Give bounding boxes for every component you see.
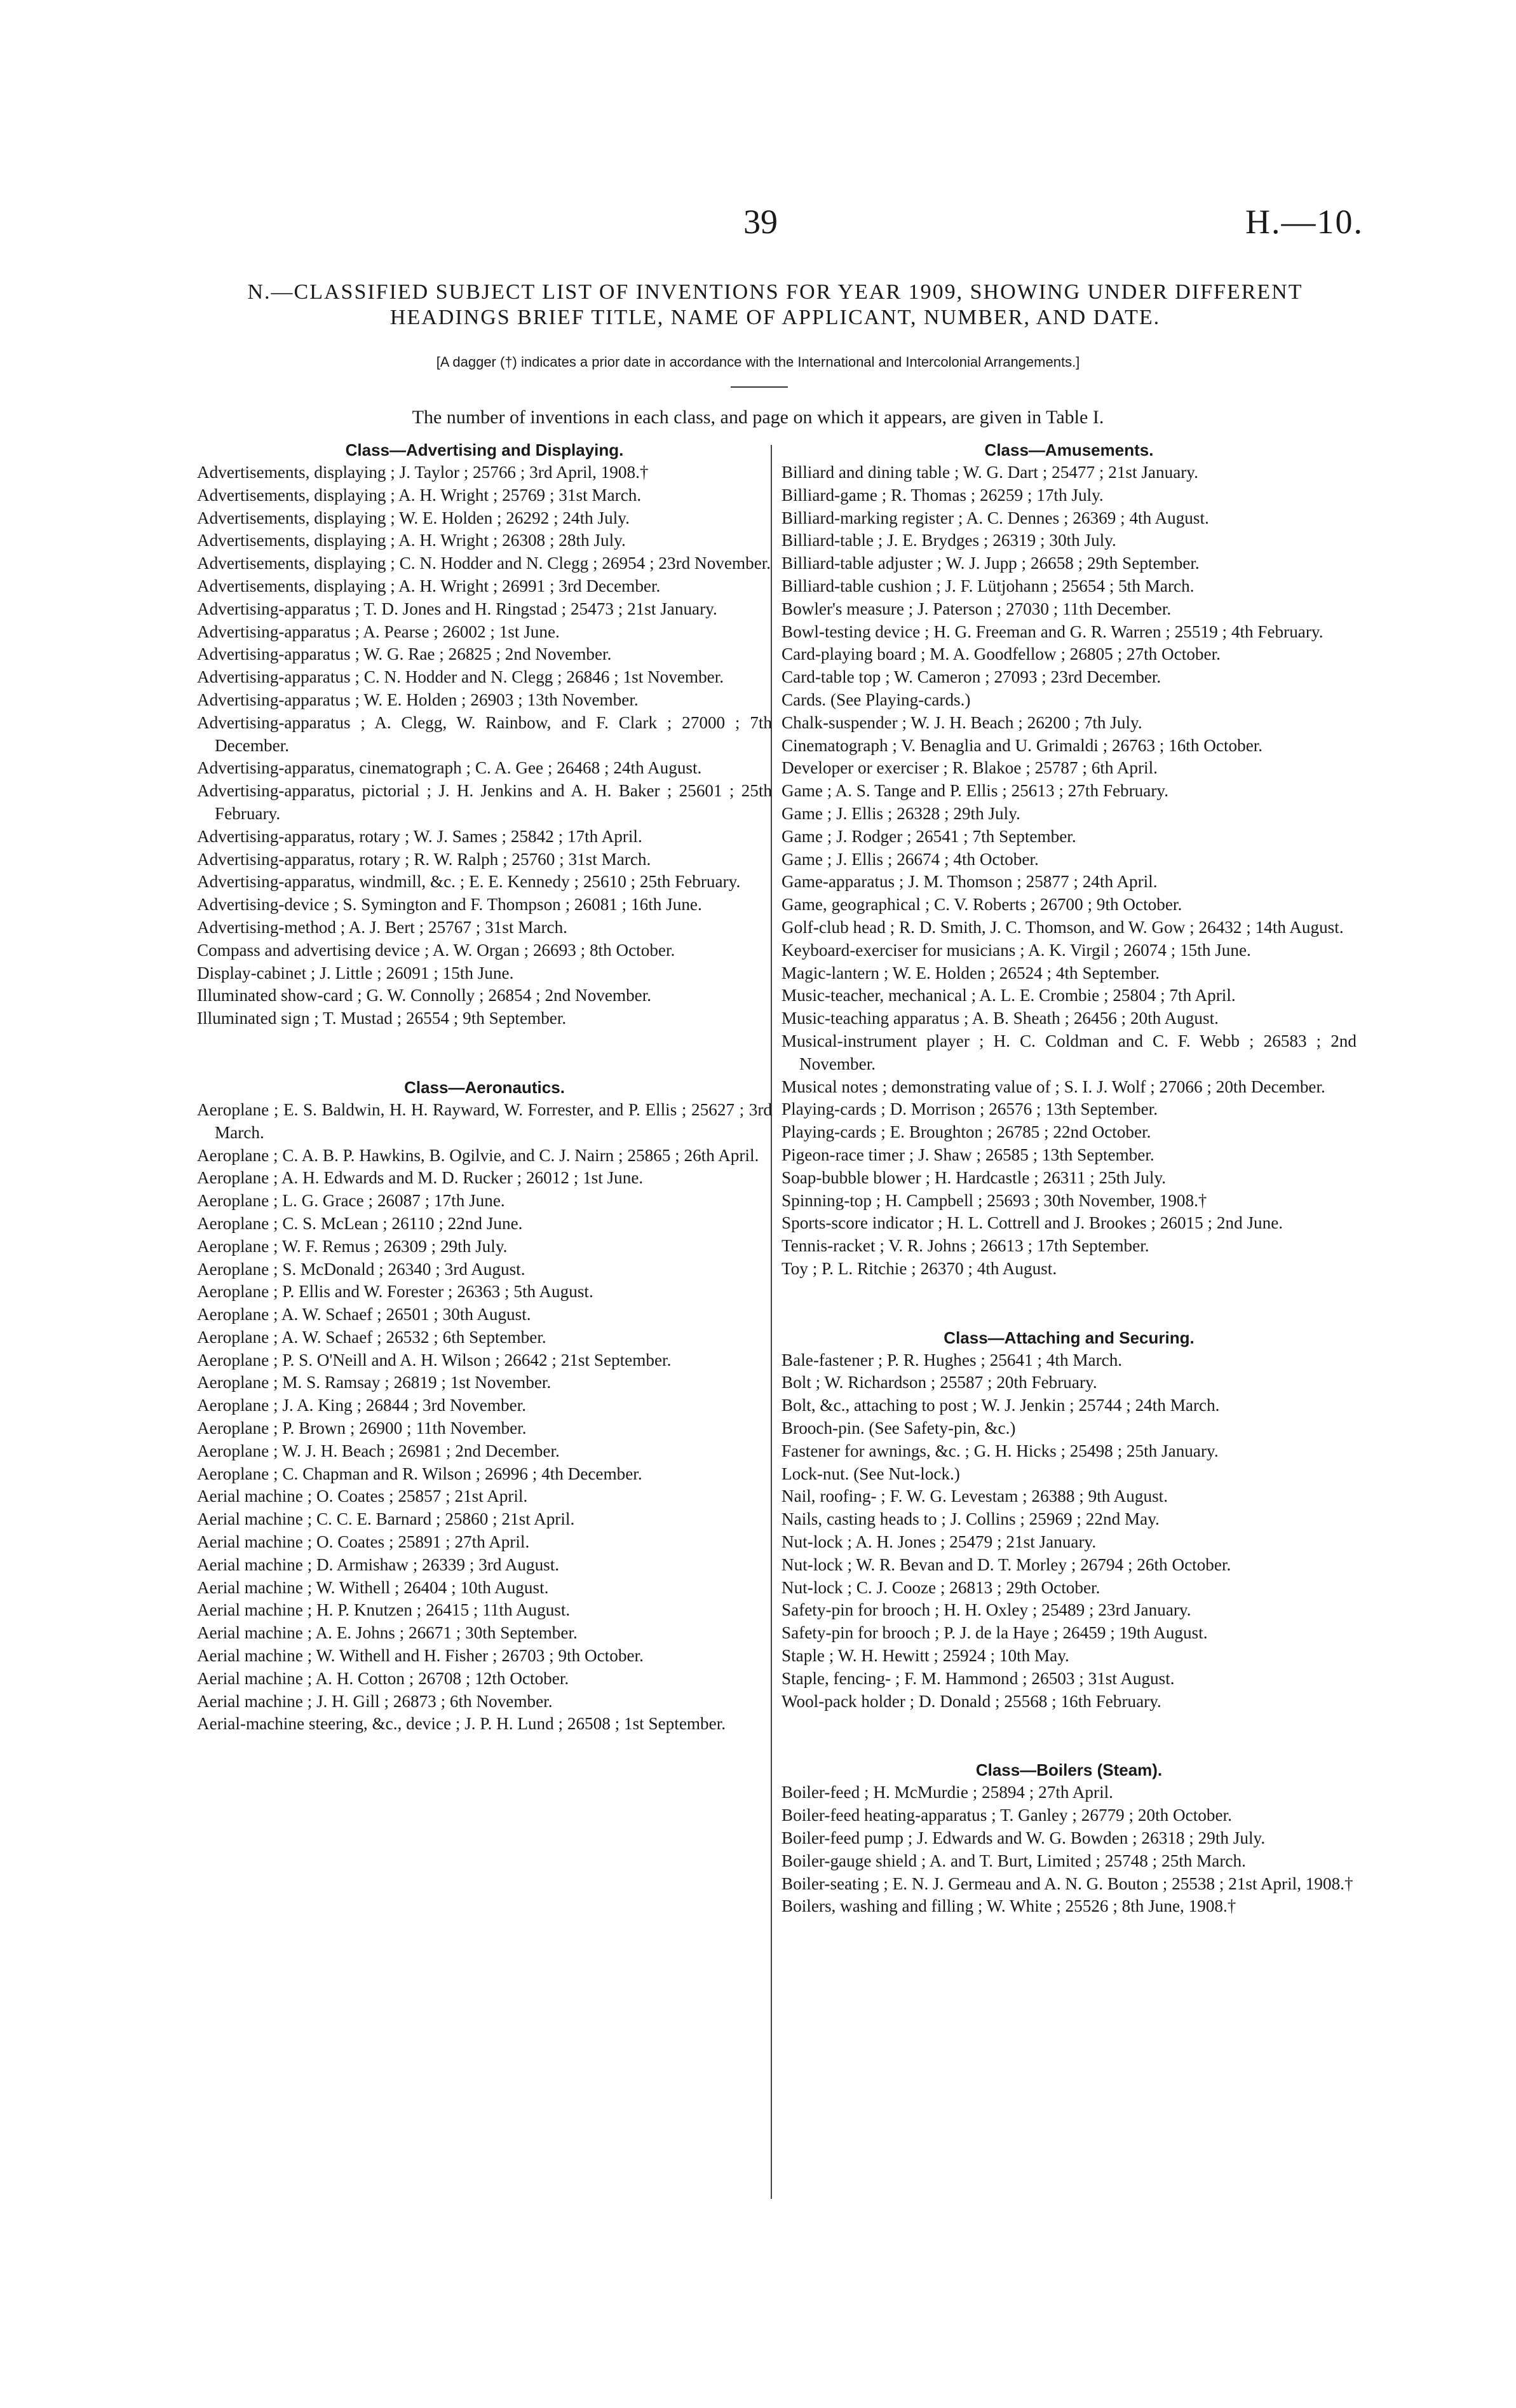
invention-entry: Wool-pack holder ; D. Donald ; 25568 ; 16th February.	[782, 1691, 1161, 1711]
invention-entry: Nut-lock ; W. R. Bevan and D. T. Morley ; 26794 ; 26th October.	[782, 1554, 1231, 1574]
invention-entry: Illuminated show-card ; G. W. Connolly ; 26854 ; 2nd November.	[197, 986, 652, 1005]
invention-entry: Aeroplane ; C. Chapman and R. Wilson ; 26996 ; 4th December.	[197, 1464, 642, 1483]
invention-entry: Billiard-marking register ; A. C. Dennes ; 26369 ; 4th August.	[782, 508, 1209, 527]
invention-entry: Pigeon-race timer ; J. Shaw ; 26585 ; 13th September.	[782, 1145, 1154, 1164]
right-column	[782, 439, 1357, 1918]
invention-entry: Aerial machine ; A. E. Johns ; 26671 ; 30th September.	[197, 1623, 578, 1643]
invention-entry: Safety-pin for brooch ; H. H. Oxley ; 25489 ; 23rd January.	[782, 1600, 1191, 1620]
invention-entry: Musical-instrument player ; H. C. Coldman and C. F. Webb ; 26583 ; 2nd November.	[782, 1031, 1357, 1073]
invention-entry: Aeroplane ; M. S. Ramsay ; 26819 ; 1st November.	[197, 1373, 552, 1392]
invention-entry: Aerial machine ; W. Withell and H. Fisher ; 26703 ; 9th October.	[197, 1646, 644, 1666]
invention-entry: Nail, roofing- ; F. W. G. Levestam ; 26388 ; 9th August.	[782, 1486, 1168, 1506]
invention-entry: Boiler-feed heating-apparatus ; T. Ganley ; 26779 ; 20th October.	[782, 1806, 1232, 1825]
short-rule	[731, 386, 788, 388]
invention-entry: Music-teaching apparatus ; A. B. Sheath ; 26456 ; 20th August.	[782, 1009, 1219, 1028]
invention-entry: Staple, fencing- ; F. M. Hammond ; 26503 ; 31st August.	[782, 1668, 1175, 1688]
invention-entry: Toy ; P. L. Ritchie ; 26370 ; 4th August.	[782, 1258, 1057, 1278]
invention-entry: Bolt ; W. Richardson ; 25587 ; 20th February.	[782, 1373, 1097, 1392]
invention-entry: Game ; J. Rodger ; 26541 ; 7th September.	[782, 826, 1076, 846]
invention-entry: Advertising-apparatus ; W. G. Rae ; 26825 ; 2nd November.	[197, 644, 612, 664]
invention-entry: Game, geographical ; C. V. Roberts ; 26700 ; 9th October.	[782, 895, 1182, 915]
invention-entry: Bale-fastener ; P. R. Hughes ; 25641 ; 4th March.	[782, 1350, 1123, 1370]
invention-entry: Advertising-apparatus, windmill, &c. ; E. E. Kennedy ; 25610 ; 25th February.	[197, 872, 741, 892]
invention-entry: Advertisements, displaying ; C. N. Hodder and N. Clegg ; 26954 ; 23rd November.	[197, 554, 771, 573]
invention-entry: Boiler-gauge shield ; A. and T. Burt, Limited ; 25748 ; 25th March.	[782, 1851, 1246, 1870]
class-heading: Class—Aeronautics.	[404, 1077, 565, 1097]
invention-entry: Game ; J. Ellis ; 26328 ; 29th July.	[782, 803, 1020, 823]
invention-entry: Compass and advertising device ; A. W. Organ ; 26693 ; 8th October.	[197, 940, 675, 960]
invention-entry: Lock-nut. (See Nut-lock.)	[782, 1464, 960, 1483]
class-heading: Class—Amusements.	[984, 440, 1154, 459]
invention-entry: Display-cabinet ; J. Little ; 26091 ; 15th June.	[197, 963, 514, 983]
invention-entry: Bowler's measure ; J. Paterson ; 27030 ; 11th December.	[782, 599, 1172, 618]
invention-entry: Advertising-apparatus ; W. E. Holden ; 26903 ; 13th November.	[197, 690, 639, 709]
page-title	[191, 280, 1360, 330]
class-section-boilers-steam	[782, 1758, 1357, 1918]
invention-entry: Musical notes ; demonstrating value of ; S. I. J. Wolf ; 27066 ; 20th December.	[782, 1077, 1325, 1096]
invention-entry: Spinning-top ; H. Campbell ; 25693 ; 30th November, 1908.†	[782, 1190, 1207, 1210]
class-section-aeronautics	[197, 1076, 772, 1736]
invention-entry: Playing-cards ; D. Morrison ; 26576 ; 13th September.	[782, 1099, 1158, 1119]
invention-entry: Aeroplane ; W. J. H. Beach ; 26981 ; 2nd December.	[197, 1441, 560, 1460]
invention-entry: Aeroplane ; W. F. Remus ; 26309 ; 29th July.	[197, 1236, 508, 1256]
invention-entry: Aeroplane ; C. A. B. P. Hawkins, B. Ogilvie, and C. J. Nairn ; 25865 ; 26th April.	[197, 1145, 759, 1165]
invention-entry: Advertising-device ; S. Symington and F. Thompson ; 26081 ; 16th June.	[197, 895, 702, 915]
invention-entry: Brooch-pin. (See Safety-pin, &c.)	[782, 1418, 1016, 1438]
invention-entry: Billiard and dining table ; W. G. Dart ; 25477 ; 21st January.	[782, 463, 1198, 482]
invention-entry: Aeroplane ; A. H. Edwards and M. D. Rucker ; 26012 ; 1st June.	[197, 1168, 644, 1188]
dagger-note: [A dagger (†) indicates a prior date in accordance with the International and Intercolonial Arrangements.]	[436, 354, 1080, 370]
invention-entry: Advertising-apparatus ; A. Pearse ; 26002 ; 1st June.	[197, 622, 560, 641]
invention-entry: Boilers, washing and filling ; W. White ; 25526 ; 8th June, 1908.†	[782, 1896, 1236, 1916]
invention-entry: Billiard-game ; R. Thomas ; 26259 ; 17th July.	[782, 485, 1104, 505]
invention-entry: Playing-cards ; E. Broughton ; 26785 ; 22nd October.	[782, 1122, 1151, 1142]
invention-entry: Aeroplane ; C. S. McLean ; 26110 ; 22nd June.	[197, 1213, 523, 1233]
invention-entry: Card-playing board ; M. A. Goodfellow ; 26805 ; 27th October.	[782, 644, 1221, 664]
invention-entry: Aeroplane ; A. W. Schaef ; 26532 ; 6th September.	[197, 1327, 546, 1347]
invention-entry: Aerial machine ; H. P. Knutzen ; 26415 ; 11th August.	[197, 1600, 571, 1620]
invention-entry: Advertisements, displaying ; A. H. Wright ; 26308 ; 28th July.	[197, 531, 626, 550]
class-heading: Class—Attaching and Securing.	[944, 1328, 1195, 1347]
page-title-line-1: N.—CLASSIFIED SUBJECT LIST OF INVENTIONS FOR YEAR 1909, SHOWING UNDER DIFFERENT	[247, 280, 1303, 304]
invention-entry: Billiard-table adjuster ; W. J. Jupp ; 26658 ; 29th September.	[782, 554, 1200, 573]
invention-entry: Aerial machine ; D. Armishaw ; 26339 ; 3rd August.	[197, 1554, 560, 1574]
class-heading: Class—Advertising and Displaying.	[345, 440, 624, 459]
invention-entry: Game ; J. Ellis ; 26674 ; 4th October.	[782, 849, 1039, 869]
invention-entry: Magic-lantern ; W. E. Holden ; 26524 ; 4th September.	[782, 963, 1160, 983]
invention-entry: Advertising-apparatus ; C. N. Hodder and N. Clegg ; 26846 ; 1st November.	[197, 667, 724, 687]
invention-entry: Music-teacher, mechanical ; A. L. E. Crombie ; 25804 ; 7th April.	[782, 986, 1236, 1005]
invention-entry: Aerial machine ; A. H. Cotton ; 26708 ; 12th October.	[197, 1668, 569, 1688]
invention-entry: Advertising-apparatus, cinematograph ; C. A. Gee ; 26468 ; 24th August.	[197, 758, 702, 778]
invention-entry: Aeroplane ; L. G. Grace ; 26087 ; 17th June.	[197, 1191, 505, 1211]
invention-entry: Aerial machine ; J. H. Gill ; 26873 ; 6th November.	[197, 1691, 553, 1711]
invention-entry: Billiard-table ; J. E. Brydges ; 26319 ; 30th July.	[782, 531, 1116, 550]
page-header	[0, 202, 1516, 253]
invention-entry: Advertisements, displaying ; J. Taylor ; 25766 ; 3rd April, 1908.†	[197, 463, 649, 482]
invention-entry: Bowl-testing device ; H. G. Freeman and G. R. Warren ; 25519 ; 4th February.	[782, 622, 1323, 641]
invention-entry: Nut-lock ; A. H. Jones ; 25479 ; 21st January.	[782, 1532, 1097, 1552]
invention-entry: Boiler-seating ; E. N. J. Germeau and A. N. G. Bouton ; 25538 ; 21st April, 1908.†	[782, 1874, 1353, 1893]
section-gap	[782, 1713, 1357, 1758]
invention-entry: Fastener for awnings, &c. ; G. H. Hicks ; 25498 ; 25th January.	[782, 1441, 1219, 1460]
document-code: H.—10.	[1245, 203, 1364, 241]
section-gap	[782, 1281, 1357, 1326]
invention-entry: Advertising-apparatus, rotary ; W. J. Sames ; 25842 ; 17th April.	[197, 826, 642, 846]
invention-entry: Advertisements, displaying ; W. E. Holden ; 26292 ; 24th July.	[197, 508, 630, 527]
class-heading: Class—Boilers (Steam).	[975, 1760, 1163, 1780]
invention-entry: Chalk-suspender ; W. J. H. Beach ; 26200 ; 7th July.	[782, 712, 1142, 732]
invention-entry: Aeroplane ; P. S. O'Neill and A. H. Wilson ; 26642 ; 21st September.	[197, 1350, 672, 1370]
page-title-line-2: HEADINGS BRIEF TITLE, NAME OF APPLICANT, NUMBER, AND DATE.	[389, 306, 1161, 329]
invention-entry: Boiler-feed ; H. McMurdie ; 25894 ; 27th April.	[782, 1783, 1113, 1802]
invention-entry: Keyboard-exerciser for musicians ; A. K. Virgil ; 26074 ; 15th June.	[782, 940, 1251, 960]
page-number: 39	[743, 203, 778, 241]
class-section-amusements	[782, 439, 1357, 1281]
invention-entry: Golf-club head ; R. D. Smith, J. C. Thomson, and W. Gow ; 26432 ; 14th August.	[782, 917, 1344, 937]
invention-entry: Tennis-racket ; V. R. Johns ; 26613 ; 17th September.	[782, 1236, 1149, 1256]
invention-entry: Aeroplane ; P. Brown ; 26900 ; 11th November.	[197, 1418, 527, 1438]
section-gap	[197, 1030, 772, 1076]
invention-entry: Card-table top ; W. Cameron ; 27093 ; 23rd December.	[782, 667, 1161, 687]
invention-entry: Bolt, &c., attaching to post ; W. J. Jenkin ; 25744 ; 24th March.	[782, 1396, 1220, 1415]
invention-entry: Aeroplane ; P. Ellis and W. Forester ; 26363 ; 5th August.	[197, 1282, 593, 1302]
invention-entry: Nails, casting heads to ; J. Collins ; 25969 ; 22nd May.	[782, 1509, 1160, 1529]
invention-entry: Sports-score indicator ; H. L. Cottrell and J. Brookes ; 26015 ; 2nd June.	[782, 1213, 1283, 1233]
invention-entry: Advertising-method ; A. J. Bert ; 25767 ; 31st March.	[197, 917, 567, 937]
invention-entry: Aerial machine ; W. Withell ; 26404 ; 10th August.	[197, 1577, 549, 1597]
invention-entry: Aeroplane ; A. W. Schaef ; 26501 ; 30th August.	[197, 1305, 531, 1324]
invention-entry: Nut-lock ; C. J. Cooze ; 26813 ; 29th October.	[782, 1577, 1100, 1597]
invention-entry: Advertising-apparatus, pictorial ; J. H. Jenkins and A. H. Baker ; 25601 ; 25th February.	[197, 781, 772, 823]
invention-entry: Aerial-machine steering, &c., device ; J. P. H. Lund ; 26508 ; 1st September.	[197, 1714, 726, 1734]
invention-entry: Advertising-apparatus ; T. D. Jones and H. Ringstad ; 25473 ; 21st January.	[197, 599, 717, 618]
invention-entry: Soap-bubble blower ; H. Hardcastle ; 26311 ; 25th July.	[782, 1167, 1167, 1187]
invention-entry: Aeroplane ; S. McDonald ; 26340 ; 3rd August.	[197, 1259, 525, 1279]
invention-entry: Game-apparatus ; J. M. Thomson ; 25877 ; 24th April.	[782, 872, 1158, 892]
invention-entry: Cinematograph ; V. Benaglia and U. Grimaldi ; 26763 ; 16th October.	[782, 735, 1263, 755]
invention-entry: Illuminated sign ; T. Mustad ; 26554 ; 9th September.	[197, 1009, 567, 1028]
invention-entry: Staple ; W. H. Hewitt ; 25924 ; 10th May.	[782, 1646, 1069, 1666]
invention-entry: Advertisements, displaying ; A. H. Wright ; 25769 ; 31st March.	[197, 485, 642, 505]
invention-entry: Game ; A. S. Tange and P. Ellis ; 25613 ; 27th February.	[782, 781, 1169, 801]
invention-entry: Boiler-feed pump ; J. Edwards and W. G. Bowden ; 26318 ; 29th July.	[782, 1828, 1266, 1848]
invention-entry: Advertising-apparatus, rotary ; R. W. Ralph ; 25760 ; 31st March.	[197, 849, 651, 869]
class-section-attaching-and-securing	[782, 1326, 1357, 1713]
invention-entry: Billiard-table cushion ; J. F. Lütjohann ; 25654 ; 5th March.	[782, 576, 1195, 595]
invention-entry: Aeroplane ; E. S. Baldwin, H. H. Rayward, W. Forrester, and P. Ellis ; 25627 ; 3rd March.	[197, 1099, 772, 1142]
invention-entry: Aerial machine ; C. C. E. Barnard ; 25860 ; 21st April.	[197, 1509, 575, 1529]
invention-entry: Developer or exerciser ; R. Blakoe ; 25787 ; 6th April.	[782, 758, 1158, 778]
invention-entry: Aeroplane ; J. A. King ; 26844 ; 3rd November.	[197, 1396, 526, 1415]
invention-entry: Aerial machine ; O. Coates ; 25857 ; 21st April.	[197, 1486, 528, 1506]
class-section-advertising-and-displaying	[197, 439, 772, 1030]
invention-entry: Advertising-apparatus ; A. Clegg, W. Rainbow, and F. Clark ; 27000 ; 7th December.	[197, 712, 772, 755]
invention-entry: Safety-pin for brooch ; P. J. de la Haye ; 26459 ; 19th August.	[782, 1623, 1208, 1643]
invention-entry: Advertisements, displaying ; A. H. Wright ; 26991 ; 3rd December.	[197, 576, 661, 595]
invention-entry: Aerial machine ; O. Coates ; 25891 ; 27th April.	[197, 1532, 530, 1552]
left-column	[197, 439, 772, 1736]
invention-entry: Cards. (See Playing-cards.)	[782, 690, 971, 709]
intro-text: The number of inventions in each class, and page on which it appears, are given in Table I.	[412, 407, 1104, 428]
